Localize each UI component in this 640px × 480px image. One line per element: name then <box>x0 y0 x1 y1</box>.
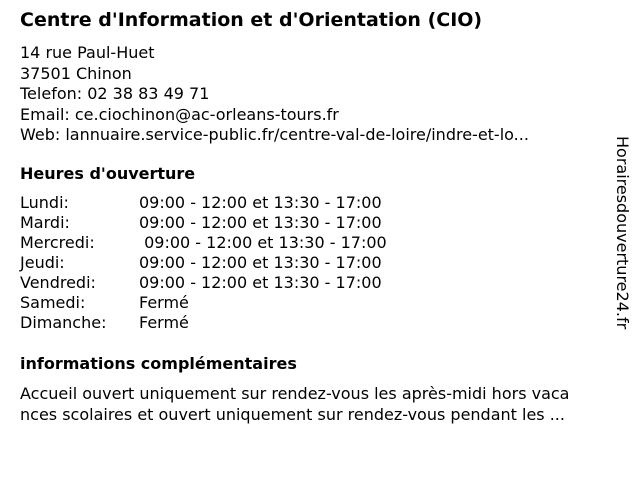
hours-value: 09:00 - 12:00 et 13:30 - 17:00 <box>139 233 387 252</box>
phone: Telefon: 02 38 83 49 71 <box>20 84 210 103</box>
info-line: nces scolaires et ouvert uniquement sur rendez-vous pendant les ... <box>20 405 565 424</box>
additional-info-text <box>20 383 569 425</box>
city: 37501 Chinon <box>20 63 132 83</box>
website: Web: lannuaire.service-public.fr/centre-val-de-loire/indre-et-lo... <box>20 125 529 144</box>
email: Email: ce.ciochinon@ac-orleans-tours.fr <box>20 104 339 124</box>
day-label: Samedi: <box>20 293 86 312</box>
page-title: Centre d'Information et d'Orientation (CIO) <box>20 9 483 31</box>
day-label: Mardi: <box>20 213 70 232</box>
street-address: 14 rue Paul-Huet <box>20 43 155 62</box>
hours-value: 09:00 - 12:00 et 13:30 - 17:00 <box>139 193 382 212</box>
hours-value: 09:00 - 12:00 et 13:30 - 17:00 <box>139 213 382 232</box>
opening-hours-heading: Heures d'ouverture <box>20 164 196 183</box>
day-label: Vendredi: <box>20 273 96 292</box>
hours-value: Fermé <box>139 293 189 312</box>
additional-info-heading: informations complémentaires <box>20 354 297 373</box>
hours-value: 09:00 - 12:00 et 13:30 - 17:00 <box>139 253 382 272</box>
day-label: Jeudi: <box>20 253 65 272</box>
info-line: Accueil ouvert uniquement sur rendez-vous les après-midi hors vaca <box>20 384 570 403</box>
hours-value: Fermé <box>139 313 189 332</box>
day-label: Lundi: <box>20 193 69 212</box>
hours-value: 09:00 - 12:00 et 13:30 - 17:00 <box>139 273 382 292</box>
site-watermark: Horairesdouverture24.fr <box>613 136 632 330</box>
day-label: Dimanche: <box>20 313 107 332</box>
contact-block <box>20 43 529 146</box>
day-label: Mercredi: <box>20 233 95 252</box>
